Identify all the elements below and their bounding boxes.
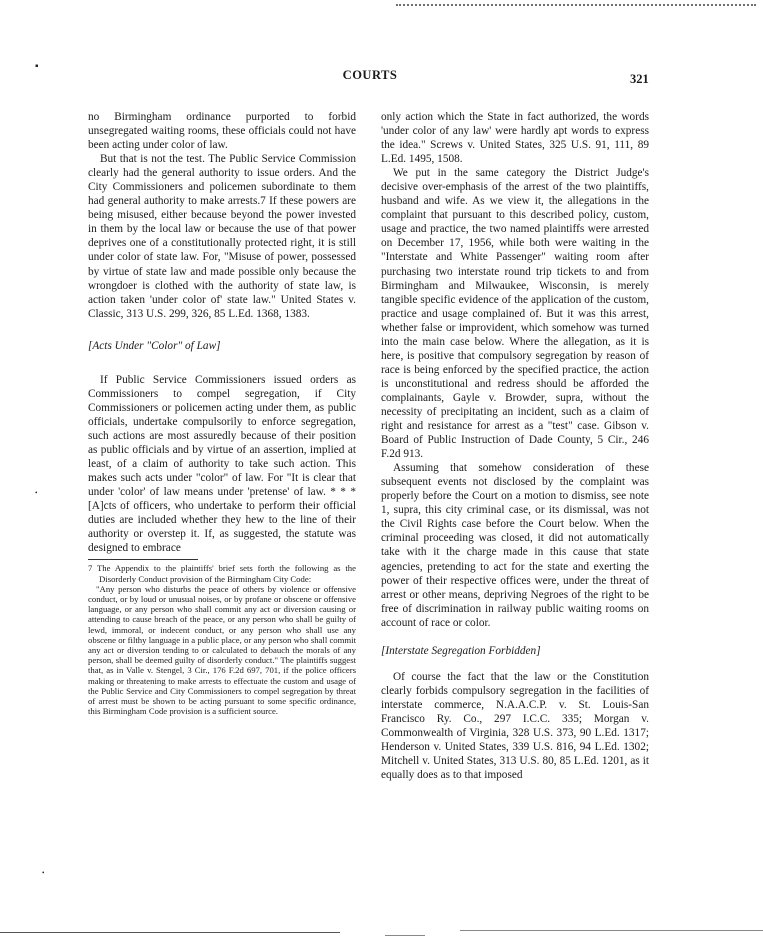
bottom-rule: [0, 932, 340, 933]
left-column: [88, 110, 356, 716]
footnote-divider: [88, 559, 198, 560]
paragraph: no Birmingham ordinance purported to forbid unsegregated waiting rooms, these officials could not have been acting under color of law.: [88, 111, 356, 152]
scan-mark: ▪: [35, 61, 39, 72]
paragraph: Of course the fact that the law or the Constitution clearly forbids compulsory segregation in the facilities of interstate commerce, N.A.A.C.P. v. St. Louis-San Francisco Ry. Co., 297 I.C.C. 335; Morgan v. Commonwealth of Virginia, 328 U.S. 373, 90 L.Ed. 1317; Henderson v. United States, 339 U.S. 816, 94 L.Ed. 1302; Mitchell v. United States, 313 U.S. 80, 85 L.Ed. 1201, as it equally does as to that imposed: [381, 670, 649, 782]
page-number: 321: [630, 72, 649, 86]
section-heading: [Interstate Segregation Forbidden]: [381, 644, 541, 657]
paragraph: But that is not the test. The Public Service Commission clearly had the general authority to issue orders. And the City Commissioners and policemen subordinate to them had general authority to make arrests.7 If these powers are being misused, either because beyond the power invested in them by the local law or because the use of that power deprives one of a constitutionally protected right, it is still under color of state law. For, "Misuse of power, possessed by virtue of state law and made possible only because the wrongdoer is clothed with the authority of state law, is action taken 'under color of' state law." United States v. Classic, 313 U.S. 299, 326, 85 L.Ed. 1368, 1383.: [88, 153, 356, 320]
paragraph: Assuming that somehow consideration of these subsequent events not disclosed by the complaint was properly before the Court on a motion to dismiss, see note 1, supra, this city criminal case, or its dismissal, was not the Civil Rights case before the Court below. When the criminal proceeding was closed, it did not automatically take with it the charge made in this cause that state agencies, pretending to act for the state and exerting the power of their respective offices were, under the threat of arrest or other means, depriving Negroes of the right to be free of discrimination in railway public waiting rooms on account of race or color.: [381, 462, 649, 629]
footnote-quote: "Any person who disturbs the peace of others by violence or offensive conduct, or by loud or unusual noises, or by profane or obscene or offensive language, or any person who shall commit any act or diversion causing or attending to cause breach of the peace, or any person who shall be guilty of lewd, immoral, or indecent conduct, or any person who shall use any obscene or filthy language in a public place, or any person who shall commit any act or diversion tending to or calculated to debauch the morals of any person, shall be deemed guilty of disorderly conduct." The plaintiffs suggest that, as in Valle v. Stengel, 3 Cir., 176 F.2d 697, 701, if the police officers making or threatening to make arrests to effectuate the custom and usage of the Public Service and City Commissioners to compel segregation by threat of arrest must be shown to be acting pursuant to some specific ordinance, this Birmingham Code provision is a sufficient source.: [88, 583, 356, 717]
footnote: 7 The Appendix to the plaintiffs' brief sets forth the following as the Disorderly Conduct provision of the Birmingham City Code:: [88, 563, 356, 584]
bottom-rule: [385, 935, 425, 936]
paragraph: only action which the State in fact authorized, the words 'under color of any law' were hardly apt words to express the idea." Screws v. United States, 325 U.S. 91, 111, 89 L.Ed. 1495, 1508.: [381, 111, 649, 166]
running-head: COURTS: [342, 68, 398, 82]
scan-mark: •: [35, 489, 38, 497]
right-column: [381, 110, 649, 782]
paragraph: We put in the same category the District Judge's decisive over-emphasis of the arrest of the two plaintiffs, husband and wife. As we view it, the allegations in the complaint that pursuant to this described policy, custom, usage and practice, the two named plaintiffs were arrested on December 17, 1956, while both were waiting in the "Interstate and White Passenger" waiting room after purchasing two interstate round trip tickets to and from Birmingham and Milwaukee, Wisconsin, is merely tangible specific evidence of the application of the custom, practice and usage complained of. But it was this arrest, whether false or improvident, which somehow was turned into the main case below. Where the allegation, as it is here, is positive that compulsory segregation by reason of race is being enforced by the specified practice, the action is unconstitutional and redress should be afforded the complainants, Gayle v. Browder, supra, without the necessity of precipitating an incident, such as a claim of right and resistance for arrest as a "test" case. Gibson v. Board of Public Instruction of Dade County, 5 Cir., 246 F.2d 913.: [381, 167, 649, 461]
bottom-rule: [460, 930, 763, 931]
scan-mark: •: [42, 869, 45, 877]
paragraph: If Public Service Commissioners issued orders as Commissioners to compel segregation, if City Commissioners or policemen acting under them, as public officials, undertake compulsorily to enforce segregation, such actions are most assuredly because of their position as public officials and by virtue of an assertion, implied at least, of a claim of authority to take such action. This makes such acts under "color" of law. For "It is clear that under 'color' of law means under 'pretense' of law. * * * [A]cts of officers, who undertake to perform their official duties are included whether they hew to the line of their authority or overstep it. If, as suggested, the statute was designed to embrace: [88, 373, 356, 555]
top-dotted-rule: [396, 4, 756, 6]
section-heading: [Acts Under "Color" of Law]: [88, 339, 221, 352]
